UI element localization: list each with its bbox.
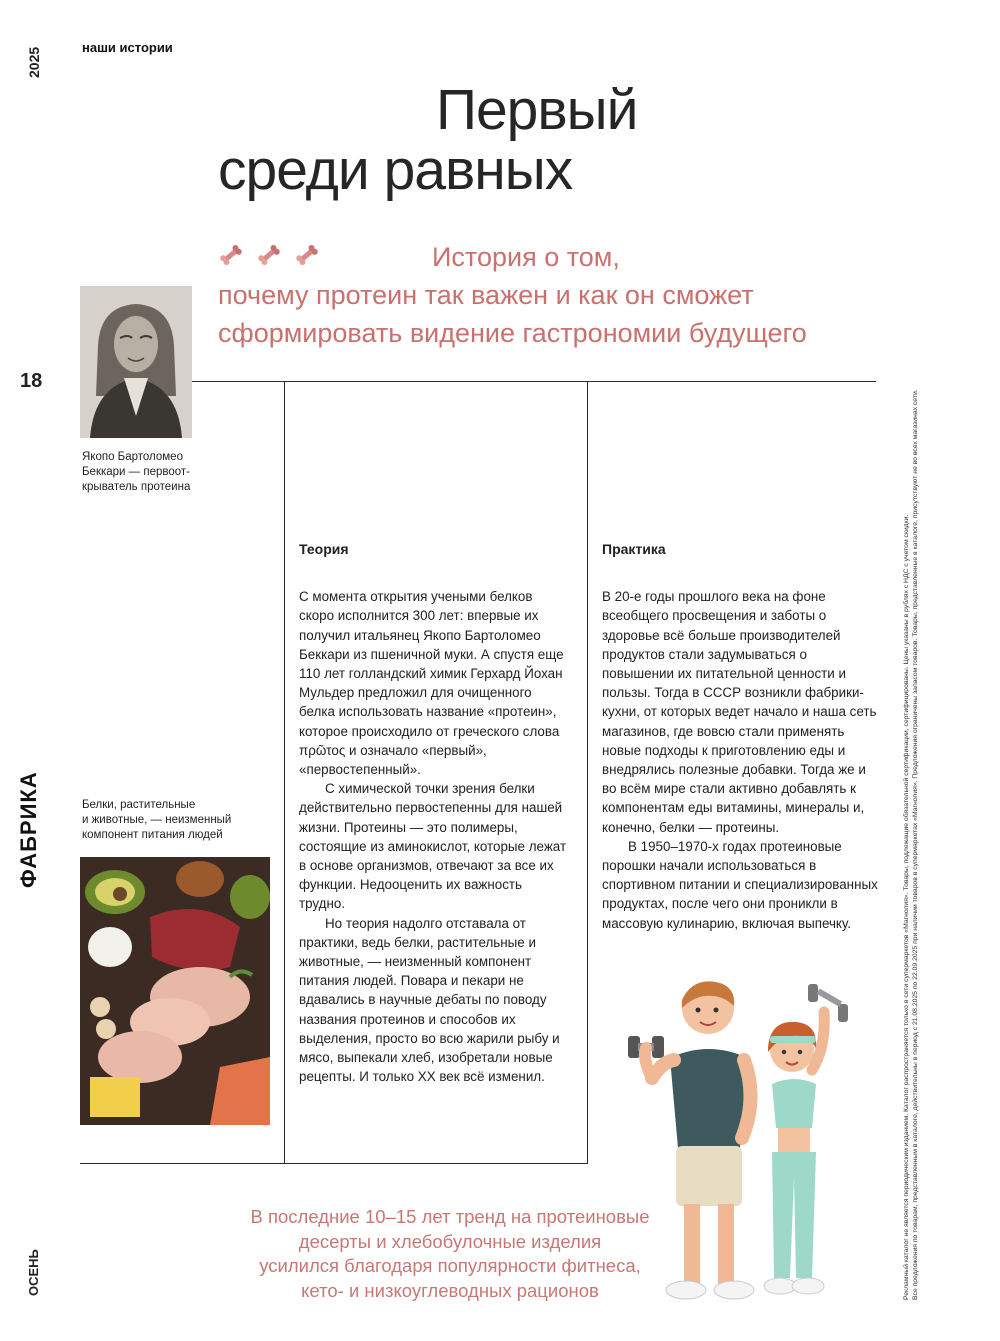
headline-line-2: среди равных [218,138,573,202]
column-rule-middle [587,381,588,1163]
deck-line-1: История о том, [432,242,620,272]
pull-quote-line-1: В последние 10–15 лет тренд на протеиновые [250,1206,650,1227]
headline [218,80,637,200]
page-number: 18 [20,370,43,392]
bottom-rule [80,1163,588,1164]
bone-icon [218,242,244,268]
practice-column [602,540,882,933]
practice-paragraph-1: В 20-е годы прошлого века на фоне всеобщего просвещения и заботы о здоровье всё больше производителей продуктов стали задумываться о повышении их питательной ценности и пользы. Тогда в СССР возникли фабрики-кухни, от которых ведет начало и наша сеть магазинов, где вовсю стали применять новые подходы к приготовлению еды и внедрялись полезные добавки. Тогда же и во всём мире стали активно добавлять к компонентам еды витамины, минералы и, конечно, белки — протеины. [602,589,877,835]
protein-food-image [80,857,270,1125]
portrait-caption-line-2: Беккари — первоот- [82,466,190,478]
pull-quote [160,1205,740,1303]
headline-line-1: Первый [436,78,638,142]
legal-line-2: Все предложения по товарам, представленным в каталоге, действительны в период с 21.08.2025 по 22.09.2025 при наличии товаров в супермаркетах «Магнолия». Предложения ограничены запасом товаров. Товары, представленные в каталоге, присутствуют не во всех магазинах сети. [912,389,919,1300]
practice-paragraph-2: В 1950–1970-х годах протеиновые порошки начали использоваться в спортивном питании и специализированных продуктах, после чего они проникли в массовую кулинарию, включая выпечку. [602,838,878,931]
deck-line-3: сформировать видение гастрономии будущего [218,318,807,348]
portrait-image [80,286,192,438]
legal-disclaimer [902,100,920,1300]
bone-icon [256,242,282,268]
theory-column [299,540,571,1086]
deck-line-2: почему протеин так важен и как он сможет [218,280,754,310]
year-label: 2025 [26,46,42,78]
season-label: ОСЕНЬ [26,1249,41,1296]
practice-heading: Практика [602,541,666,557]
magazine-brand: ФАБРИКА [16,771,41,888]
pull-quote-line-2: десерты и хлебобулочные изделия [298,1230,602,1252]
bone-icon [294,242,320,268]
food-caption [82,798,262,843]
legal-line-1: Рекламный каталог не является периодическим изданием. Каталог распространяется только в сети супермаркетов «Магнолия». Товары, подлежащие обязательной сертификации, сертифицированы. Цены указаны в рублях с НДС с учетом скидки. [903,514,910,1300]
pull-quote-line-4: кето- и низкоуглеводных рационов [301,1279,599,1301]
pull-quote-line-3: усилился благодаря популярности фитнеса, [259,1255,641,1276]
deck [218,238,807,352]
portrait-caption-line-3: крыватель протеина [82,481,191,493]
food-caption-line-2: и животные, — неизменный [82,814,232,826]
food-caption-line-3: компонент питания людей [82,829,223,841]
column-rule-left [284,381,285,1163]
theory-heading: Теория [299,541,349,557]
portrait-caption-line-1: Якопо Бартоломео [82,451,183,463]
top-rule [192,381,876,382]
decorative-bone-icons [218,242,320,268]
theory-paragraph-2: С химической точки зрения белки действительно первостепенны для нашей жизни. Протеины — это полимеры, состоящие из аминокислот, которые лежат в основе организмов, отвечают за все их функции. Недооценить их важность трудно. [299,781,567,912]
theory-paragraph-1: С момента открытия учеными белков скоро исполнится 300 лет: впервые их получил итальянец Якопо Бартоломео Беккари из пшеничной муки. А спустя еще 110 лет голландский химик Герхард Йохан Мульдер предложил для очищенного белка использовать название «протеин», которое происходило от греческого слова πρῶτος и означало «первый», «первостепенный». [299,589,564,778]
theory-paragraph-3: Но теория надолго отставала от практики, ведь белки, растительные и животные, — неизменный компонент питания людей. Повара и пекари не вдавались в научные дебаты по поводу названия протеинов и способов их выделения, просто во всю жарили рыбу и мясо, выпекали хлеб, изобретали новые рецепты. И только XX век всё изменил. [299,915,560,1085]
food-caption-line-1: Белки, растительные [82,799,196,811]
portrait-caption [82,450,222,495]
section-label: наши истории [82,40,173,55]
